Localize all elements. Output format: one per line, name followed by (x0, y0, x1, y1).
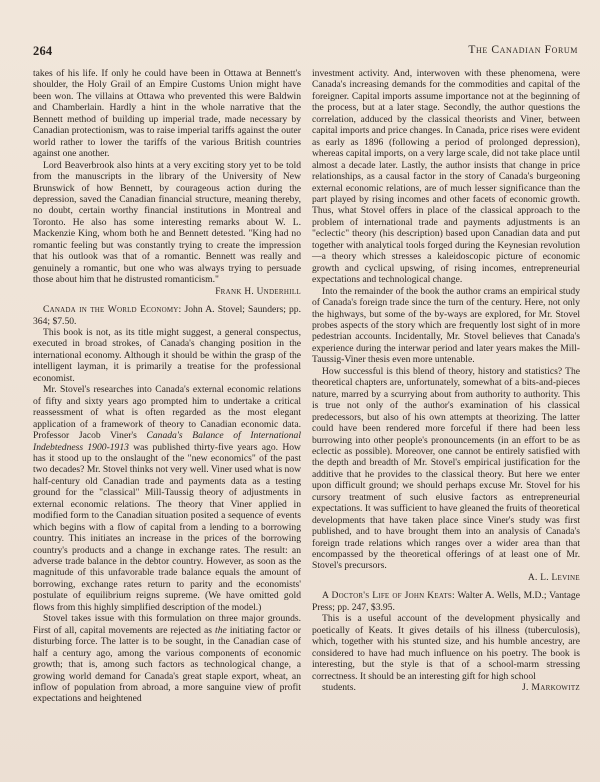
paragraph (33, 613, 301, 705)
review-heading (312, 590, 580, 613)
text-run: Stovel takes issue with this formulation on three major grounds. First of all, capital movements are rejected as (33, 613, 301, 636)
review-book-title: Canada in the World Economy: (43, 304, 182, 316)
review-book-title: A Doctor's Life of John Keats: (322, 590, 455, 602)
review-signature: J. Markowitz (522, 682, 580, 694)
paragraph: How successful is this blend of theory, history and statistics? The theoretical chapters are, unfortunately, somewhat of a bits-and-pieces nature, marred by a scurrying about from authority to authority. This is true not only of the author's examination of his classical predecessors, but also of his own attempts at theorizing. The latter could have been rendered more forceful if there had been less burrowing into other people's pronouncements (in an effort to be as eclectic as possible). Moreover, one cannot be entirely satisfied with the depth and breadth of Mr. Stovel's empirical justification for the additive that he provides to the classical theory. But here we enter upon difficult ground; we should perhaps excuse Mr. Stovel for his cursory treatment of such elusive factors as entrepreneurial expectations. It was sufficient to have gleaned the fruits of theoretical developments that have taken place since Viner's study was first published, and to have brought them into an analysis of Canada's foreign trade relations which ranges over a wider area than that encompassed by the theoretical offerings of at least one of Mr. Stovel's precursors. (312, 365, 580, 572)
paragraph: takes of his life. If only he could have been in Ottawa at Bennett's shoulder, the Holy Grail of an Empire Customs Union might have been won. The villains at Ottawa who prevented this were Baldwin and Chamberlain. Hardly a hint in the whole narrative that the Bennett method of building up imperial trade, made necessary by Canadian protectionism, was to raise imperial tariffs against the outer world rather to lower the tariffs of the various British countries against one another. (33, 68, 301, 160)
review-book-meta: Walter A. Wells, M.D.; Vantage Press; pp. 247, $3.95. (312, 590, 580, 613)
paragraph: This is a useful account of the development physically and poetically of Keats. It gives details of his illness (tuberculosis), which, together with his stunted size, and his humble ancestry, are considered to have had much influence on his poetry. The book is interesting, but the style is that of a school-marm stressing correctness. It should be an interesting gift for high school (312, 613, 580, 682)
italic-emphasis: the (215, 624, 227, 636)
text-run: Mr. Stovel's researches into Canada's external economic relations of fifty and sixty years ago prompted him to undertake a critical reassessment of what is often regarded as the most elegant application of a framework of theory to Canadian economic data. Professor Jacob Viner's (33, 384, 301, 442)
text-run: students. (322, 682, 356, 694)
review-heading (33, 304, 301, 327)
paragraph: Lord Beaverbrook also hints at a very exciting story yet to be told from the manuscripts in the library of the University of New Brunswick of how Bennett, by courageous action during the depression, saved the Canadian financial structure, meaning thereby, no doubt, certain worthy financial institutions in Montreal and Toronto. He also has some interesting remarks about W. L. Mackenzie King, whom both he and Bennett detested. "King had no romantic feeling but was constantly trying to create the impression that his outlook was that of a romantic. Bennett was really and genuinely a romantic, but one who was always trying to persuade those about him that he distrusted romanticism." (33, 159, 301, 286)
paragraph: investment activity. And, interwoven with these phenomena, were Canada's increasing demands for the commodities and capital of the foreigner. Capital imports assume importance not at the beginning of the process, but at a later stage. Secondly, the author questions the correlation, adduced by the classical theorists and Viner, between capital imports and price changes. In Canada, price rises were evident as early as 1896 (following a period of prolonged depression), whereas capital imports, on a very large scale, did not take place until almost a decade later. Lastly, the author insists that change in price relationships, as a causal factor in the story of Canada's burgeoning external economic relations, are of much lesser significance than the part played by rising incomes and other facets of economic growth. Thus, what Stovel offers in place of the classical approach to the problem of international trade and payments adjustments is an "eclectic" theory (his description) based upon Canadian data and put together with analytical tools forged during the Keynesian revolution—a theory which stresses a kaleidoscopic picture of economic growth and cyclical upswing, of rising incomes, entrepreneurial expectations and technological change. (312, 68, 580, 286)
paragraph: Into the remainder of the book the author crams an empirical study of Canada's foreign trade since the turn of the century. Here, not only the highways, but some of the by-ways are explored, for Mr. Stovel probes aspects of the story which are frequently lost sight of in more pedestrian accounts. Incidentally, Mr. Stovel believes that Canada's experience during the interwar period and later years makes the Mill-Taussig-Viner thesis even more untenable. (312, 285, 580, 366)
review-signature: Frank H. Underhill (215, 286, 301, 297)
page-number: 264 (33, 44, 53, 58)
paragraph-last-line (312, 682, 580, 693)
text-run: was published thirty-five years ago. How has it stood up to the onslaught of the "new economics" of the past two decades? Mr. Stovel thinks not very well. Viner used what is now half-century old Canadian trade and payments data as a testing ground for the "classical" Mill-Taussig theory of adjustments in external economic relations. The theory that Viner applied in modified form to the Canadian situation posited a sequence of events which begins with a flow of capital from a lending to a borrowing country. This initiates an increase in the prices of the borrowing country's products and a change in exchange rates. The result: an adverse trade balance in the debtor country. However, as soon as the magnitude of this unfavorable trade balance equals the amount of borrowing, exchange rates return to parity and the economists' postulate of equilibrium reigns supreme. (We have omitted gold flows from this highly simplified description of the model.) (33, 441, 301, 613)
paragraph: This book is not, as its title might suggest, a general conspectus, executed in broad strokes, of Canada's changing position in the international economy. Although it should be within the grasp of the intelligent layman, it is primarily a treatise for the professional economist. (33, 326, 301, 384)
journal-title: The Canadian Forum (468, 44, 578, 56)
left-column (33, 68, 301, 705)
italic-book-title: Canada's Balance of International Indebtedness 1900-1913 (33, 430, 301, 453)
review-signature: A. L. Levine (528, 572, 580, 583)
review-book-meta: John A. Stovel; Saunders; pp. 364; $7.50. (33, 304, 301, 327)
page-header (33, 44, 578, 64)
right-column (312, 68, 580, 693)
paragraph (33, 384, 301, 613)
text-run: initiating factor or disturbing force. The latter is to be sought, in the Canadian case of half a century ago, among the various components of economic growth; that is, among such factors as technological change, a growing world demand for Canada's great staple export, wheat, an inflow of population from abroad, a more sanguine view of profit expectations and heightened (33, 624, 301, 705)
